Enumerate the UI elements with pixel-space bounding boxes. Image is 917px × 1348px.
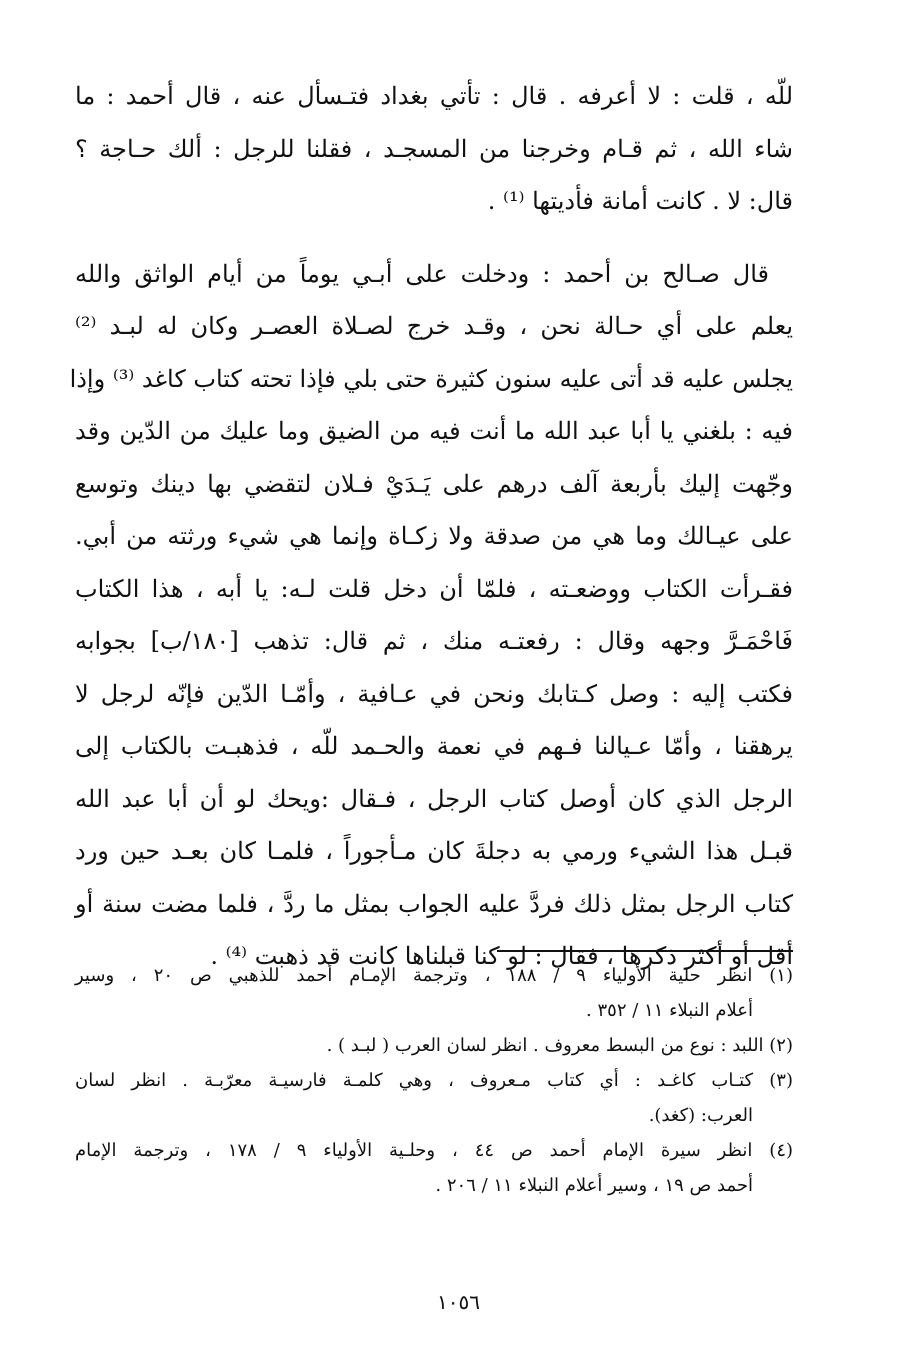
main-text <box>69 70 793 983</box>
paragraph-gap <box>75 228 793 248</box>
footnote-line: (٣) كتـاب كاغـد : أي كتاب مـعروف ، وهي كلمـة فارسيـة معرّبـة . انظر لسان <box>75 1070 793 1091</box>
text-line: قال صـالح بن أحمد : ودخلت على أبـي يوماً من أيام الواثق والله <box>75 259 769 288</box>
text-line: يرهقنا ، وأمّا عـيالنا فـهم في نعمة والحـمد للّه ، فذهبـت بالكتاب إلى <box>75 732 793 760</box>
page-number: ١٠٥٦ <box>437 1290 480 1314</box>
paragraph-2 <box>69 248 793 983</box>
text-line: يعلم على أي حـالة نحن ، وقـد خرج لصـلاة العصـر وكان له لبـد ⁽²⁾ <box>75 312 793 340</box>
footnote-line: (٢) اللبد : نوع من البسط معروف . انظر لسان العرب ( لبـد ) . <box>326 1035 793 1056</box>
text-line: فقـرأت الكتاب ووضعـته ، فلمّا أن دخل قلت لـه: يا أبه ، هذا الكتاب <box>75 574 793 603</box>
footnote-line: العرب: (كغد). <box>648 1105 753 1126</box>
text-line: قال: لا . كانت أمانة فأديتها ⁽¹⁾ . <box>487 187 793 215</box>
text-line: فَاحْمَـرَّ وجهه وقال : رفعتـه منك ، ثم قال: تذهب [١٨٠/ب] بجوابه <box>75 627 793 655</box>
footnote-divider <box>497 950 793 952</box>
footnote-1 <box>75 958 793 1028</box>
paragraph-1 <box>75 70 793 228</box>
text-line: يجلس عليه قد أتى عليه سنون كثيرة حتى بلي فإذا تحته كتاب كاغد ⁽³⁾ وإذا <box>69 364 793 393</box>
text-line: فكتب إليه : وصل كـتابك ونحن في عـافية ، وأمّـا الدّين فإنّه لرجل لا <box>75 679 793 708</box>
footnote-3 <box>75 1063 793 1133</box>
text-line: كتاب الرجل بمثل ذلك فردَّ عليه الجواب بمثل ما ردَّ ، فلما مضت سنة أو <box>75 889 793 918</box>
text-line: الرجل الذي كان أوصل كتاب الرجل ، فـقال :ويحك لو أن أبا عبد الله <box>75 784 793 813</box>
text-line: وجّهت إليك بأربعة آلف درهم على يَـدَيْ فـلان لتقضي بها دينك وتوسع <box>75 469 793 498</box>
text-line: قبـل هذا الشيء ورمي به دجلةَ كان مـأجوراً ، فلمـا كان بعـد حين ورد <box>75 837 793 865</box>
text-line: أقل أو أكثر ذكرها ، فقال : لو كنا قبلناها كانت قد ذهبت ⁽⁴⁾ . <box>210 942 793 970</box>
footnote-line: أحمد ص ١٩ ، وسير أعلام النبلاء ١١ / ٢٠٦ . <box>435 1175 753 1196</box>
footnote-line: (٤) انظر سيرة الإمام أحمد ص ٤٤ ، وحلـية الأولياء ٩ / ١٧٨ ، وترجمة الإمام <box>75 1140 794 1161</box>
footnotes <box>75 958 793 1203</box>
footnote-line: أعلام النبلاء ١١ / ٣٥٢ . <box>586 1000 753 1021</box>
text-line: للّه ، قلت : لا أعرفه . قال : تأتي بغداد فتـسأل عنه ، قال أحمد : ما <box>75 82 793 110</box>
footnote-line: (١) انظر حلية الأولياء ٩ / ١٨٨ ، وترجمة الإمـام أحمد للذهبي ص ٢٠ ، وسير <box>75 965 793 986</box>
text-line: على عيـالك وما هي من صدقة ولا زكـاة وإنما هي شيء ورثته من أبي. <box>75 522 793 550</box>
text-line: شاء الله ، ثم قـام وخرجنا من المسجـد ، فقلنا للرجل : ألك حـاجة ؟ <box>75 134 793 163</box>
footnote-4 <box>75 1133 793 1203</box>
footnote-2 <box>75 1028 793 1063</box>
text-line: فيه : بلغني يا أبا عبد الله ما أنت فيه من الضيق وما عليك من الدّين وقد <box>75 417 793 445</box>
